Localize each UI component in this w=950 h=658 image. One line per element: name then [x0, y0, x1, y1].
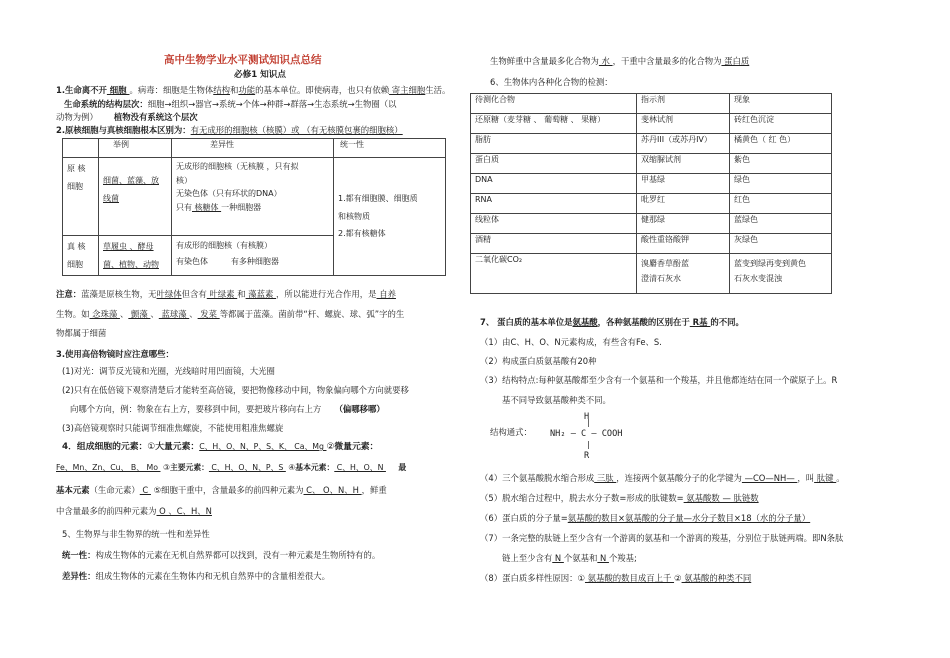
amino-acid-formula: NH₂ — C — COOH [550, 429, 623, 439]
table-cell: 还原糖（麦芽糖 、 葡萄糖 、 果糖） [471, 114, 637, 134]
table-cell: DNA [471, 174, 637, 194]
table-cell: 红色 [730, 194, 832, 214]
page-subtitle: 必修1 知识点 [234, 70, 286, 80]
protein-point-6: （6）蛋白质的分子量=氨基酸的数目×氨基酸的分子量—水分子数目×18（水的分子量） [480, 513, 811, 523]
formula-label: 结构通式： [490, 427, 532, 437]
note-line-3: 物都属于细菌 [56, 328, 107, 338]
section-5-heading: 5、生物界与非生物界的统一性和差异性 [62, 529, 210, 539]
protein-point-1: （1）由C、H、O、N元素构成，有些含有Fe、S. [480, 337, 662, 347]
table-cell: 斐林试剂 [637, 114, 730, 134]
cell-comparison-table [62, 138, 446, 276]
table-cell: 健那绿 [637, 214, 730, 234]
note-line-1: 注意：蓝藻是原核生物，无叶绿体但含有 叶绿素 和 藻蓝素 ，所以能进行光合作用，是 自养 [56, 289, 396, 299]
table-row [471, 214, 832, 234]
table-header: 现象 [730, 94, 832, 114]
protein-point-5: （5）脱水缩合过程中，脱去水分子数=形成的肽键数= 氨基酸数 — 肽链数 [480, 493, 759, 503]
table-header: 指示剂 [637, 94, 730, 114]
table-cell: 绿色 [730, 174, 832, 194]
section-5-unity: 统一性：构成生物体的元素在无机自然界都可以找到，没有一种元素是生物所特有的。 [62, 550, 381, 560]
table-header: 举例 [99, 139, 172, 158]
table-cell: 二氧化碳CO₂ [471, 254, 637, 294]
section-4-line-3: 基本元素（生命元素） C ⑤细胞干重中，含量最多的前四种元素为 C、 O、N、H ，鲜重 [56, 485, 387, 495]
protein-point-7: （7）一条完整的肽链上至少含有一个游离的氨基和一个游离的羧基，分别位于肽链两端。即N条肽 [480, 533, 844, 543]
section-3-item-1: (1)对光：调节反光镜和光圈，光线暗时用凹面镜，大光圈 [62, 366, 275, 376]
protein-point-8: （8）蛋白质多样性原因：① 氨基酸的数目成百上千 ② 氨基酸的种类不同 [480, 573, 752, 583]
table-cell: 有成形的细胞核（有核膜） 有染色体 有多种细胞器 [172, 236, 334, 276]
table-cell: 双缩脲试剂 [637, 154, 730, 174]
table-cell: 蛋白质 [471, 154, 637, 174]
table-cell: 灰绿色 [730, 234, 832, 254]
table-row [471, 134, 832, 154]
table-row-label: 原 核 细胞 [63, 158, 99, 236]
table-row [471, 194, 832, 214]
table-cell: 甲基绿 [637, 174, 730, 194]
table-cell: 蓝绿色 [730, 214, 832, 234]
table-cell: 橘黄色（ 红 色） [730, 134, 832, 154]
formula-bond-top: | [586, 418, 591, 427]
table-header: 统一性 [334, 139, 446, 158]
table-cell: 线粒体 [471, 214, 637, 234]
protein-point-3-cont: 基不同导致氨基酸种类不同。 [502, 395, 611, 405]
table-header: 待测化合物 [471, 94, 637, 114]
section-6-heading: 6、生物体内各种化合物的检测： [490, 77, 613, 87]
section-1-line-2: 生命系统的结构层次：细胞→组织→器官→系统→个体→种群→群落→生态系统→生物圈（以 [64, 99, 397, 109]
table-cell: 砖红色沉淀 [730, 114, 832, 134]
section-7-heading: 7、 蛋白质的基本单位是氨基酸，各种氨基酸的区别在于 R基 的不同。 [480, 317, 744, 327]
table-cell: 蓝变到绿再变到黄色 石灰水变混浊 [730, 254, 832, 294]
section-3-item-2: (2)只有在低倍镜下观察清楚后才能转至高倍镜，要把物像移动中间，物象偏向哪个方向就要移 [62, 385, 409, 395]
section-3-item-3: (3)高倍镜观察时只能调节细准焦螺旋，不能使用粗准焦螺旋 [62, 423, 284, 433]
table-row [471, 174, 832, 194]
section-5-difference: 差异性：组成生物体的元素在生物体内和无机自然界中的含量相差很大。 [62, 571, 330, 581]
section-2-heading: 2.原核细胞与真核细胞根本区别为：有无成形的细胞核（核膜）或 （有无核膜包裹的细胞核） [56, 125, 403, 135]
note-line-2: 生物。如 念珠藻 、 颤藻 、 蓝球藻 、 发菜 等都属于蓝藻。菌前带“杆、螺旋、球、弧”字的生 [56, 309, 405, 319]
section-3-heading: 3.使用高倍物镜时应注意哪些： [56, 349, 174, 359]
section-1-line-1: 1.生命离不开 细胞 。病毒：细胞是生物体结构和功能的基本单位。即使病毒，也只有依赖 寄主细胞生活。 [56, 85, 451, 95]
table-cell: 苏丹III（或苏丹IV） [637, 134, 730, 154]
table-cell: 草履虫 、酵母 菌、植物、动物 [99, 236, 172, 276]
protein-point-7-cont: 链上至少含有 N 个氨基和 N 个羧基; [502, 553, 637, 563]
table-cell: 脂肪 [471, 134, 637, 154]
section-4-line-1: 4．组成细胞的元素：①大量元素：C、H、O、N、P、S、K、 Ca、Mg ②微量元素： [62, 442, 379, 452]
table-cell: 细菌、蓝藻、放 线菌 [99, 158, 172, 236]
table-cell: 无成形的细胞核（无核膜 ，只有拟 核） 无染色体（只有环状的DNA） 只有 核糖体 一种细胞器 [172, 158, 334, 236]
section-1-line-3: 动物为例） 植物没有系统这个层次 [56, 112, 198, 122]
formula-bond-bottom: | [586, 440, 591, 449]
table-row [471, 154, 832, 174]
table-row-label: 真 核 细胞 [63, 236, 99, 276]
section-4-line-2: Fe、Mn、Zn、Cu、 B、 Mo ③主要元素： C、H、O、N、P、S ④基本元素： C、H、O、N 最 [56, 463, 407, 472]
table-cell: 紫色 [730, 154, 832, 174]
formula-r: R [584, 451, 590, 461]
section-4-line-4: 中含量最多的前四种元素为 O 、C、H、N [56, 506, 212, 516]
detection-table [470, 93, 832, 294]
table-header: 差异性 [172, 139, 334, 158]
protein-point-3: （3）结构特点:每种氨基酸都至少含有一个氨基和一个羧基，并且他都连结在同一个碳原子上。R [480, 375, 838, 385]
protein-point-4: （4）三个氨基酸脱水缩合形成 三肽 ，连接两个氨基酸分子的化学键为 —CO—NH— ，叫 肽键 。 [480, 473, 845, 483]
table-cell: RNA [471, 194, 637, 214]
page-title: 高中生物学业水平测试知识点总结 [164, 54, 322, 66]
section-3-item-2-cont: 向哪个方向，例：物象在右上方，要移到中间，要把玻片移向右上方 （偏哪移哪） [70, 404, 385, 414]
formula-h: H [584, 412, 590, 422]
table-cell-unity: 1.都有细胞膜、细胞质 和核物质 2.都有核糖体 [334, 158, 446, 276]
table-cell: 吡罗红 [637, 194, 730, 214]
table-cell: 酒精 [471, 234, 637, 254]
table-cell: 溴麝香草酚蓝 澄清石灰水 [637, 254, 730, 294]
table-row [471, 234, 832, 254]
compound-content-line: 生物鲜重中含量最多化合物为 水 ，干重中含量最多的化合物为 蛋白质 [490, 56, 750, 66]
table-cell: 酸性重铬酸钾 [637, 234, 730, 254]
table-row [471, 114, 832, 134]
protein-point-2: （2）构成蛋白质氨基酸有20种 [480, 356, 597, 366]
